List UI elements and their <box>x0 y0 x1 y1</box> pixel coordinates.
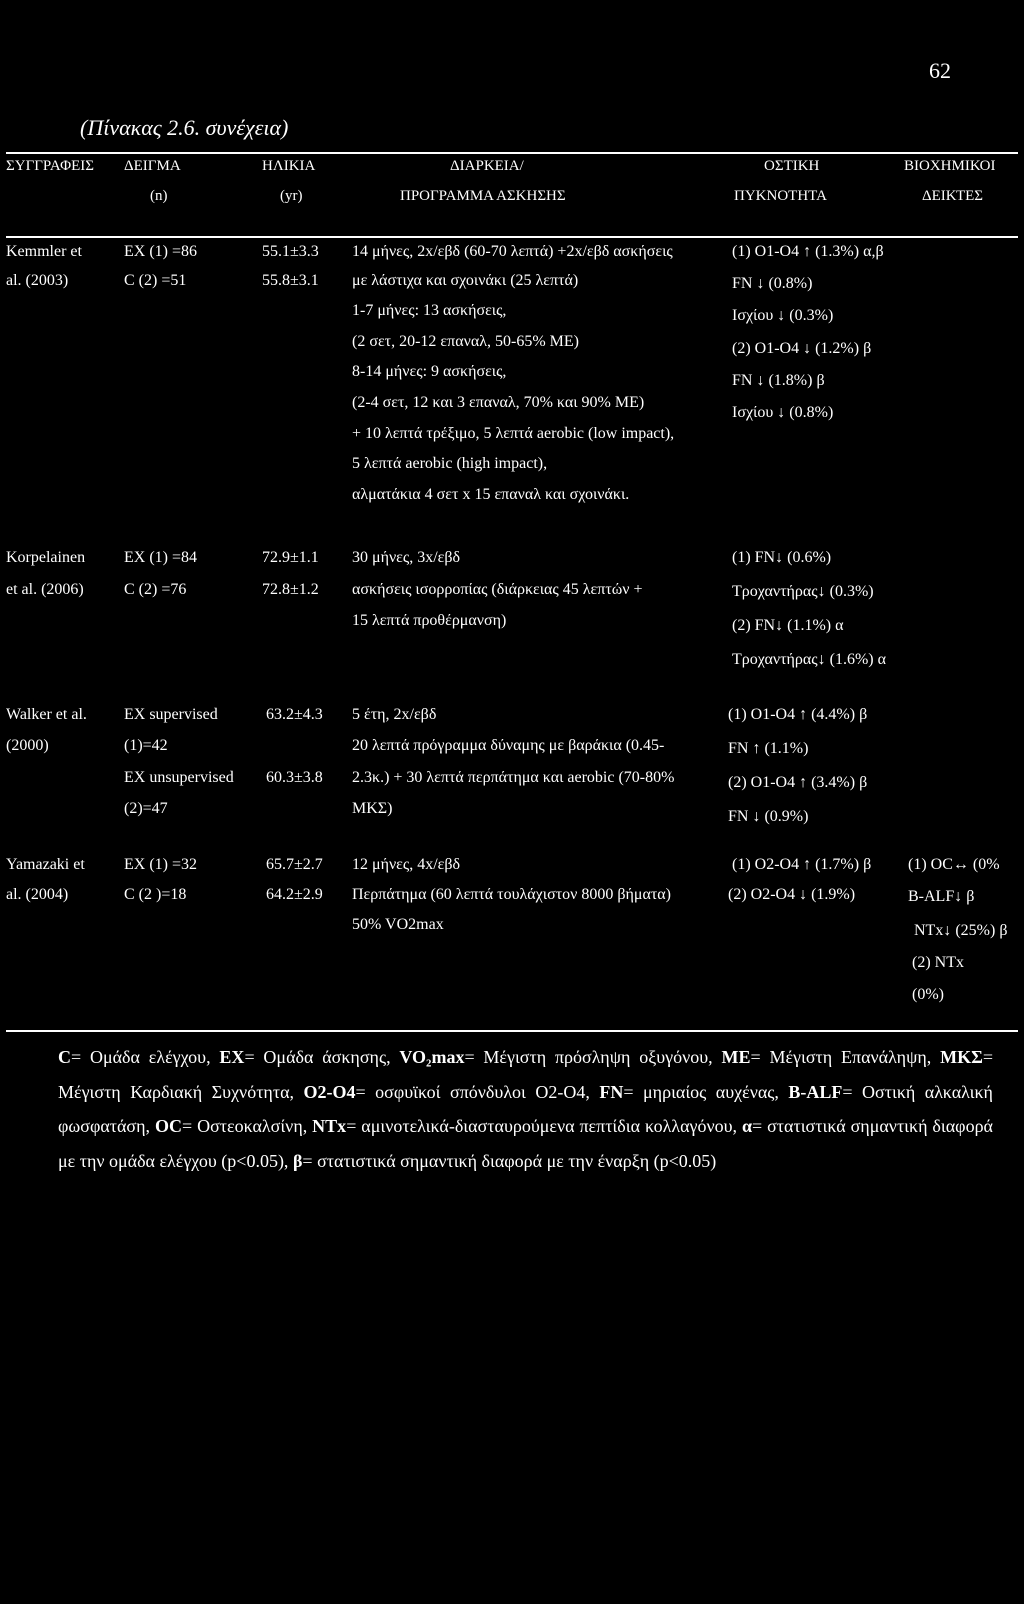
fn-key-ntx: NTx <box>312 1116 347 1136</box>
table-title: (Πίνακας 2.6. συνέχεια) <box>80 115 289 140</box>
row1-bmd-4: (2) O1-O4 ↓ (1.2%) β <box>732 340 872 357</box>
fn-def-o2o4: οσφυϊκοί σπόνδυλοι O2-O4, <box>365 1081 600 1102</box>
row1-author-2: al. (2003) <box>6 272 69 289</box>
header-age: ΗΛΙΚΙΑ <box>262 158 316 174</box>
row2-age-1: 72.9±1.1 <box>262 549 319 566</box>
row3-sample-2: (1)=42 <box>124 737 168 754</box>
header-duration: ΔΙΑΡΚΕΙΑ/ <box>450 158 524 174</box>
row2-program-3: 15 λεπτά προθέρμανση) <box>352 612 507 629</box>
row4-sample-2: C (2 )=18 <box>124 886 187 903</box>
fn-def-ntx: αμινοτελικά-διασταυρούμενα πεπτίδια κολλαγόνου, <box>356 1116 742 1136</box>
fn-def-oc: Οστεοκαλσίνη, <box>192 1116 313 1136</box>
row4-bio-4: (2) NTx <box>912 954 964 971</box>
row4-bmd-1: (1) O2-O4 ↑ (1.7%) β <box>732 856 872 873</box>
fn-key-balf: B-ALF <box>788 1081 843 1102</box>
fn-key-me: ΜΕ <box>721 1047 751 1067</box>
header-density: ΠΥΚΝΟΤΗΤΑ <box>734 188 827 204</box>
header-authors: ΣΥΓΓΡΑΦΕΙΣ <box>6 158 94 174</box>
row2-program-1: 30 μήνες, 3x/εβδ <box>352 549 461 566</box>
fn-key-vo2max: VO₂max <box>399 1047 465 1067</box>
page-number: 62 <box>929 58 951 83</box>
header-rule <box>6 236 1018 238</box>
row3-bmd-3: (2) O1-O4 ↑ (3.4%) β <box>728 774 868 791</box>
row1-program-2: με λάστιχα και σχοινάκι (25 λεπτά) <box>352 272 579 289</box>
fn-def-vo2max: Μέγιστη πρόσληψη οξυγόνου, <box>474 1047 722 1067</box>
row2-author-2: et al. (2006) <box>6 581 84 598</box>
fn-def-ex: Ομάδα άσκησης, <box>254 1047 400 1067</box>
header-biochem: ΒΙΟΧΗΜΙΚΟΙ <box>904 158 996 174</box>
bottom-rule <box>6 1030 1018 1032</box>
fn-key-o2o4: O2-O4 <box>303 1081 356 1102</box>
row1-bmd-5: FN ↓ (1.8%) β <box>732 372 825 389</box>
row4-sample-1: EX (1) =32 <box>124 856 198 873</box>
row3-program-4: ΜΚΣ) <box>352 800 393 817</box>
row2-program-2: ασκήσεις ισορροπίας (διάρκειας 45 λεπτών + <box>352 581 643 598</box>
row3-sample-4: (2)=47 <box>124 800 168 817</box>
row2-bmd-4: Τροχαντήρας↓ (1.6%) α <box>732 651 886 668</box>
row4-bio-2: B-ALF↓ β <box>908 888 975 905</box>
fn-key-oc: OC <box>154 1116 182 1136</box>
row1-program-3: 1-7 μήνες: 13 ασκήσεις, <box>352 302 507 319</box>
row4-author-1: Yamazaki et <box>6 856 85 873</box>
fn-def-c: Ομάδα ελέγχου, <box>81 1047 220 1067</box>
fn-def-me: Μέγιστη Επανάληψη, <box>760 1047 941 1067</box>
row3-bmd-4: FN ↓ (0.9%) <box>728 808 809 825</box>
header-bone: ΟΣΤΙΚΗ <box>764 158 820 174</box>
row1-bmd-1: (1) O1-O4 ↑ (1.3%) α,β <box>732 243 884 260</box>
row1-author-1: Kemmler et <box>6 243 82 260</box>
row3-bmd-1: (1) O1-O4 ↑ (4.4%) β <box>728 706 868 723</box>
abbreviations-footnote: C= Ομάδα ελέγχου, EX= Ομάδα άσκησης, VO₂max= Μέγιστη πρόσληψη οξυγόνου, ΜΕ= Μέγιστη Επανάληψη, ΜΚΣ= Μέγιστη Καρδιακή Συχνότητα, O2-O4= οσφυϊκοί σπόνδυλοι O2-O4, FN= μηριαίος αυχένας, B-ALF= Οστική αλκαλική φωσφατάση, OC= Οστεοκαλσίνη, NTx= αμινοτελικά-διασταυρούμενα πεπτίδια κολλαγόνου, α= στατιστικά σημαντική διαφορά με την ομάδα ελέγχου (p<0.05), β= στατιστικά σημαντική διαφορά με την έναρξη (p<0.05) <box>58 1047 994 1171</box>
row2-bmd-3: (2) FN↓ (1.1%) α <box>732 617 844 634</box>
row3-author-2: (2000) <box>6 737 49 754</box>
row1-bmd-3: Ισχίου ↓ (0.3%) <box>732 307 834 324</box>
row1-program-6: (2-4 σετ, 12 και 3 επαναλ, 70% και 90% ΜΕ) <box>352 394 645 411</box>
row1-program-5: 8-14 μήνες: 9 ασκήσεις, <box>352 363 507 380</box>
header-markers: ΔΕΙΚΤΕΣ <box>922 188 984 204</box>
fn-key-alpha: α <box>741 1116 753 1136</box>
row1-program-7: + 10 λεπτά τρέξιμο, 5 λεπτά aerobic (low impact), <box>352 425 675 442</box>
fn-def-balf: Οστική αλκαλική φωσφατάση, <box>58 1081 993 1136</box>
row4-bio-1: (1) OC↔ (0% <box>908 856 1000 873</box>
row4-program-2: Περπάτημα (60 λεπτά τουλάχιστον 8000 βήματα) <box>352 886 671 903</box>
fn-def-beta: στατιστικά σημαντική διαφορά με την έναρξη (p<0.05) <box>312 1150 717 1171</box>
row4-age-1: 65.7±2.7 <box>266 856 323 873</box>
row1-age-1: 55.1±3.3 <box>262 243 319 260</box>
row1-bmd-2: FN ↓ (0.8%) <box>732 275 813 292</box>
row4-bio-5: (0%) <box>912 986 944 1003</box>
fn-key-mks: ΜΚΣ <box>940 1047 983 1067</box>
fn-key-ex: EX <box>219 1047 245 1067</box>
row3-program-1: 5 έτη, 2x/εβδ <box>352 706 437 723</box>
row1-sample-1: EX (1) =86 <box>124 243 198 260</box>
row1-program-8: 5 λεπτά aerobic (high impact), <box>352 455 548 472</box>
row4-program-3: 50% VO2max <box>352 916 444 933</box>
row3-sample-3: EX unsupervised <box>124 769 234 786</box>
row4-age-2: 64.2±2.9 <box>266 886 323 903</box>
fn-def-mks: Μέγιστη Καρδιακή Συχνότητα, <box>58 1081 304 1102</box>
fn-key-fn: FN <box>599 1081 624 1102</box>
row3-program-3: 2.3κ.) + 30 λεπτά περπάτημα και aerobic (70-80% <box>352 769 675 786</box>
row3-sample-1: EX supervised <box>124 706 218 723</box>
row3-age-2: 60.3±3.8 <box>266 769 323 786</box>
row4-program-1: 12 μήνες, 4x/εβδ <box>352 856 461 873</box>
row1-sample-2: C (2) =51 <box>124 272 187 289</box>
row2-sample-2: C (2) =76 <box>124 581 187 598</box>
row2-author-1: Korpelainen <box>6 549 86 566</box>
fn-def-alpha: στατιστικά σημαντική διαφορά με την ομάδα ελέγχου (p<0.05), <box>58 1116 993 1171</box>
row2-sample-1: EX (1) =84 <box>124 549 198 566</box>
header-sample: ΔΕΙΓΜΑ <box>124 158 181 174</box>
top-rule <box>6 152 1018 154</box>
row4-bmd-2: (2) O2-O4 ↓ (1.9%) <box>728 886 856 903</box>
fn-key-beta: β <box>292 1150 303 1171</box>
row1-program-4: (2 σετ, 20-12 επαναλ, 50-65% ΜΕ) <box>352 333 579 350</box>
row3-author-1: Walker et al. <box>6 706 87 723</box>
header-sample-n: (n) <box>150 188 168 204</box>
fn-key-c: C <box>58 1047 71 1067</box>
header-age-yr: (yr) <box>280 188 303 204</box>
row3-bmd-2: FN ↑ (1.1%) <box>728 740 809 757</box>
row1-program-1: 14 μήνες, 2x/εβδ (60-70 λεπτά) +2x/εβδ ασκήσεις <box>352 243 673 260</box>
fn-def-fn: μηριαίος αυχένας, <box>633 1081 789 1102</box>
row4-author-2: al. (2004) <box>6 886 69 903</box>
row2-bmd-2: Τροχαντήρας↓ (0.3%) <box>732 583 874 600</box>
row1-age-2: 55.8±3.1 <box>262 272 319 289</box>
row4-bio-3: NTx↓ (25%) β <box>914 922 1008 939</box>
row3-age-1: 63.2±4.3 <box>266 706 323 723</box>
row2-bmd-1: (1) FN↓ (0.6%) <box>732 549 832 566</box>
row1-program-9: αλματάκια 4 σετ x 15 επαναλ και σχοινάκι. <box>352 486 630 503</box>
row2-age-2: 72.8±1.2 <box>262 581 319 598</box>
row3-program-2: 20 λεπτά πρόγραμμα δύναμης με βαράκια (0.45- <box>352 737 665 754</box>
row1-bmd-6: Ισχίου ↓ (0.8%) <box>732 404 834 421</box>
header-program: ΠΡΟΓΡΑΜΜΑ ΑΣΚΗΣΗΣ <box>400 188 566 204</box>
